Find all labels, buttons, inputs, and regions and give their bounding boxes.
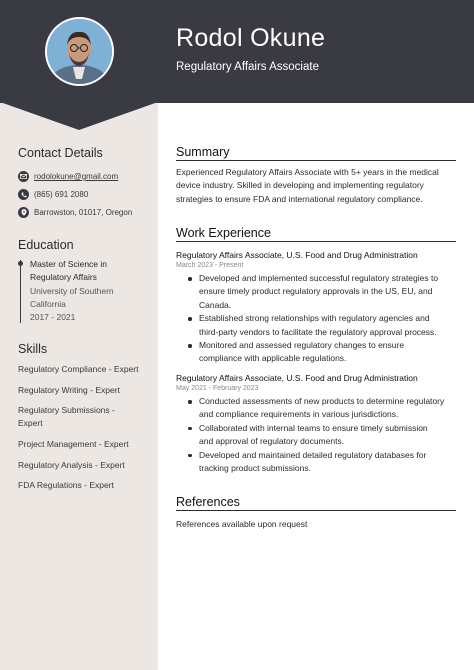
location-text: Barrowston, 01017, Oregon (34, 208, 133, 217)
skill-item-continued: Expert (18, 418, 43, 428)
references-text: References available upon request (176, 519, 308, 529)
bullet-line: third-party vendors to facilitate the regulatory approval process. (199, 326, 437, 337)
phone-number: (865) 691 2080 (34, 190, 89, 199)
degree-line-1: Master of Science in (30, 259, 108, 269)
job-title: Regulatory Affairs Associate, U.S. Food and Drug Administration (176, 250, 418, 260)
phone-icon (18, 189, 29, 200)
skill-item: Regulatory Analysis - Expert (18, 460, 125, 470)
job-bullet (186, 272, 458, 312)
school-line-1: University of Southern (30, 285, 114, 296)
bullet-line: Canada. (199, 299, 232, 310)
contact-location-row (18, 207, 132, 218)
skill-item: Regulatory Writing - Expert (18, 385, 120, 395)
summary-line: strategies to ensure FDA and international regulatory compliance. (176, 193, 423, 204)
references-heading: References (176, 495, 456, 511)
job-bullet (186, 449, 458, 476)
experience-heading: Work Experience (176, 226, 456, 242)
candidate-role: Regulatory Affairs Associate (176, 61, 319, 73)
summary-heading: Summary (176, 145, 456, 161)
job-bullet (186, 395, 458, 422)
summary-line: device industry. Skilled in developing and implementing regulatory (176, 180, 424, 191)
summary-line: Experienced Regulatory Affairs Associate with 5+ years in the medical (176, 167, 439, 177)
job-bullet (186, 312, 458, 339)
bullet-line: tracking product submissions. (199, 463, 311, 474)
summary-text (176, 166, 461, 206)
bullet-line: and compliance requirements in various jurisdictions. (199, 409, 399, 420)
job-dates: March 2023 - Present (176, 262, 244, 269)
school-line-2: California (30, 298, 66, 309)
skill-item: Regulatory Submissions - (18, 405, 115, 415)
candidate-name: Rodol Okune (176, 24, 326, 52)
job-dates: May 2021 - February 2023 (176, 385, 259, 392)
bullet-line: compliance with applicable regulations. (199, 353, 347, 364)
bullet-line: Established strong relationships with regulatory agencies and (199, 313, 430, 324)
sidebar-chevron (0, 102, 158, 130)
education-heading: Education (18, 238, 74, 252)
education-timeline-line (20, 260, 21, 323)
bullet-line: Developed and implemented successful regulatory strategies to (199, 273, 439, 283)
education-dates: 2017 - 2021 (30, 312, 76, 323)
contact-email-row[interactable] (18, 171, 118, 182)
bullet-line: and approval of regulatory documents. (199, 436, 345, 447)
contact-phone-row (18, 189, 88, 200)
bullet-line: Conducted assessments of new products to determine regulatory (199, 396, 445, 406)
bullet-line: ensure timely product regulatory approvals in the US, EU, and (199, 286, 433, 297)
degree-line-2: Regulatory Affairs (30, 272, 97, 283)
bullet-line: Collaborated with internal teams to ensure timely submission (199, 422, 428, 433)
contact-heading: Contact Details (18, 146, 103, 160)
email-link[interactable]: rodolokune@gmail.com (34, 172, 119, 181)
skill-item: Project Management - Expert (18, 439, 129, 449)
job-bullet (186, 422, 458, 449)
job-bullet (186, 339, 458, 366)
email-icon (18, 171, 29, 182)
skill-item: Regulatory Compliance - Expert (18, 364, 139, 374)
avatar (45, 17, 114, 86)
job-title: Regulatory Affairs Associate, U.S. Food and Drug Administration (176, 373, 418, 383)
skill-item: FDA Regulations - Expert (18, 480, 114, 490)
job-bullets (186, 272, 458, 366)
location-pin-icon (18, 207, 29, 218)
bullet-line: Monitored and assessed regulatory changes to ensure (199, 340, 405, 351)
bullet-line: Developed and maintained detailed regulatory databases for (199, 449, 427, 460)
skills-heading: Skills (18, 342, 48, 356)
education-timeline-dot (18, 261, 23, 266)
profile-photo (47, 19, 112, 84)
job-bullets (186, 395, 458, 475)
